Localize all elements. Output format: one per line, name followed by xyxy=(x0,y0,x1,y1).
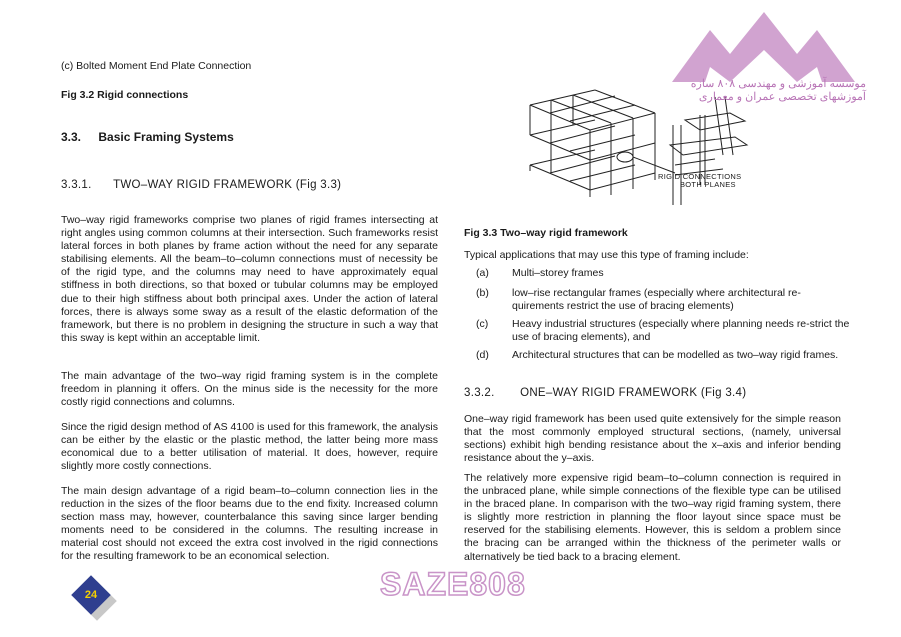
section-number: 3.3. xyxy=(61,130,82,144)
list-label: (d) xyxy=(476,349,489,361)
paragraph: The relatively more expensive rigid beam–to–column connection is required in the unbraced plane, while simple connections of the flexible type can be utilised in the braced plane. In comparison with the two–way rigid framing system, there is slightly more restriction in planning the floor layout since space must be reserved for the stabilising elements. However, this is seldom a problem since the bracing can be arranged within the thickness of the perimeter walls or alternatively be tied back to a bracing element. xyxy=(464,472,841,563)
section-title: Basic Framing Systems xyxy=(98,130,234,144)
page-number-badge xyxy=(72,576,120,624)
list-text: low–rise rectangular frames (especially where architectural re-quirements restrict the use of bracing elements) xyxy=(512,287,801,313)
list-intro: Typical applications that may use this type of framing include: xyxy=(464,249,749,261)
subsection-number: 3.3.2. xyxy=(464,387,495,399)
subsection-heading-1 xyxy=(61,179,341,191)
paragraph: Two–way rigid frameworks comprise two planes of rigid frames intersecting at right angles using common columns at their intersection. Such frameworks resist lateral forces in both planes by frame action without the need for any separate stabilising elements. All the beam–to–column connections must of necessity be of the rigid type, and the columns may need to have approximately equal stiffness in both directions, so that boxed or tubular columns may be employed due to their high stiffness about both principal axes. Under the action of lateral forces, there is always some sway as a result of the elastic deformation of the framework, but there is no problem in designing the structure in such a way that this sway is kept within an acceptable limit. xyxy=(61,214,438,344)
subsection-title: ONE–WAY RIGID FRAMEWORK (Fig 3.4) xyxy=(520,387,747,399)
paragraph: One–way rigid framework has been used quite extensively for the simple reason that the most commonly employed structural sections, (namely, universal sections) exhibit high bending resistance about the x–axis and inferior bending resistance about the y–axis. xyxy=(464,413,841,465)
paragraph: Since the rigid design method of AS 4100 is used for this framework, the analysis can be either by the elastic or the plastic method, the latter being more mass economical due to a better utilisation of material. It does, however, require slightly more costly connections. xyxy=(61,421,438,473)
paragraph: The main design advantage of a rigid beam–to–column connection lies in the reduction in the sizes of the floor beams due to the end fixity. Increased column section mass may, however, counterbalance this saving since larger bending moments need to be considered in the columns. The resulting increase in material cost should not exceed the extra cost involved in the rigid connections for the resulting framework to be an economical selection. xyxy=(61,485,438,563)
list-label: (a) xyxy=(476,267,489,279)
subsection-title: TWO–WAY RIGID FRAMEWORK (Fig 3.3) xyxy=(113,179,342,191)
annotation-line: BOTH PLANES xyxy=(680,180,736,189)
list-text: Heavy industrial structures (especially where planning needs re-strict the use of bracing elements), and xyxy=(512,318,850,344)
page-number: 24 xyxy=(84,589,98,601)
list-label: (c) xyxy=(476,318,489,330)
paragraph: The main advantage of the two–way rigid framing system is in the complete freedom in planning it offers. On the minus side is the necessity for the more costly rigid connections and columns. xyxy=(61,370,438,409)
list-text: Multi–storey frames xyxy=(512,267,604,279)
subsection-heading-2 xyxy=(464,387,746,399)
watermark-logo-text xyxy=(674,78,866,104)
list-text: Architectural structures that can be modelled as two–way rigid frames. xyxy=(512,349,839,361)
logo-line: آموزشهای تخصصی عمران و معماری xyxy=(698,91,866,103)
annotation-line: RIGID CONNECTIONS xyxy=(658,172,742,181)
watermark-text: SAZE808 xyxy=(380,566,526,602)
figure-annotation xyxy=(658,173,741,189)
two-way-rigid-framework-figure xyxy=(525,85,765,215)
figure-part-label: (c) Bolted Moment End Plate Connection xyxy=(61,60,252,72)
section-heading xyxy=(61,130,234,144)
figure-caption-3-2: Fig 3.2 Rigid connections xyxy=(61,89,189,101)
figure-caption-3-3: Fig 3.3 Two–way rigid framework xyxy=(464,227,628,239)
logo-line: موسسه آموزشی و مهندسی ۸۰۸ سازه xyxy=(690,78,866,90)
list-label: (b) xyxy=(476,287,489,299)
subsection-number: 3.3.1. xyxy=(61,179,92,191)
